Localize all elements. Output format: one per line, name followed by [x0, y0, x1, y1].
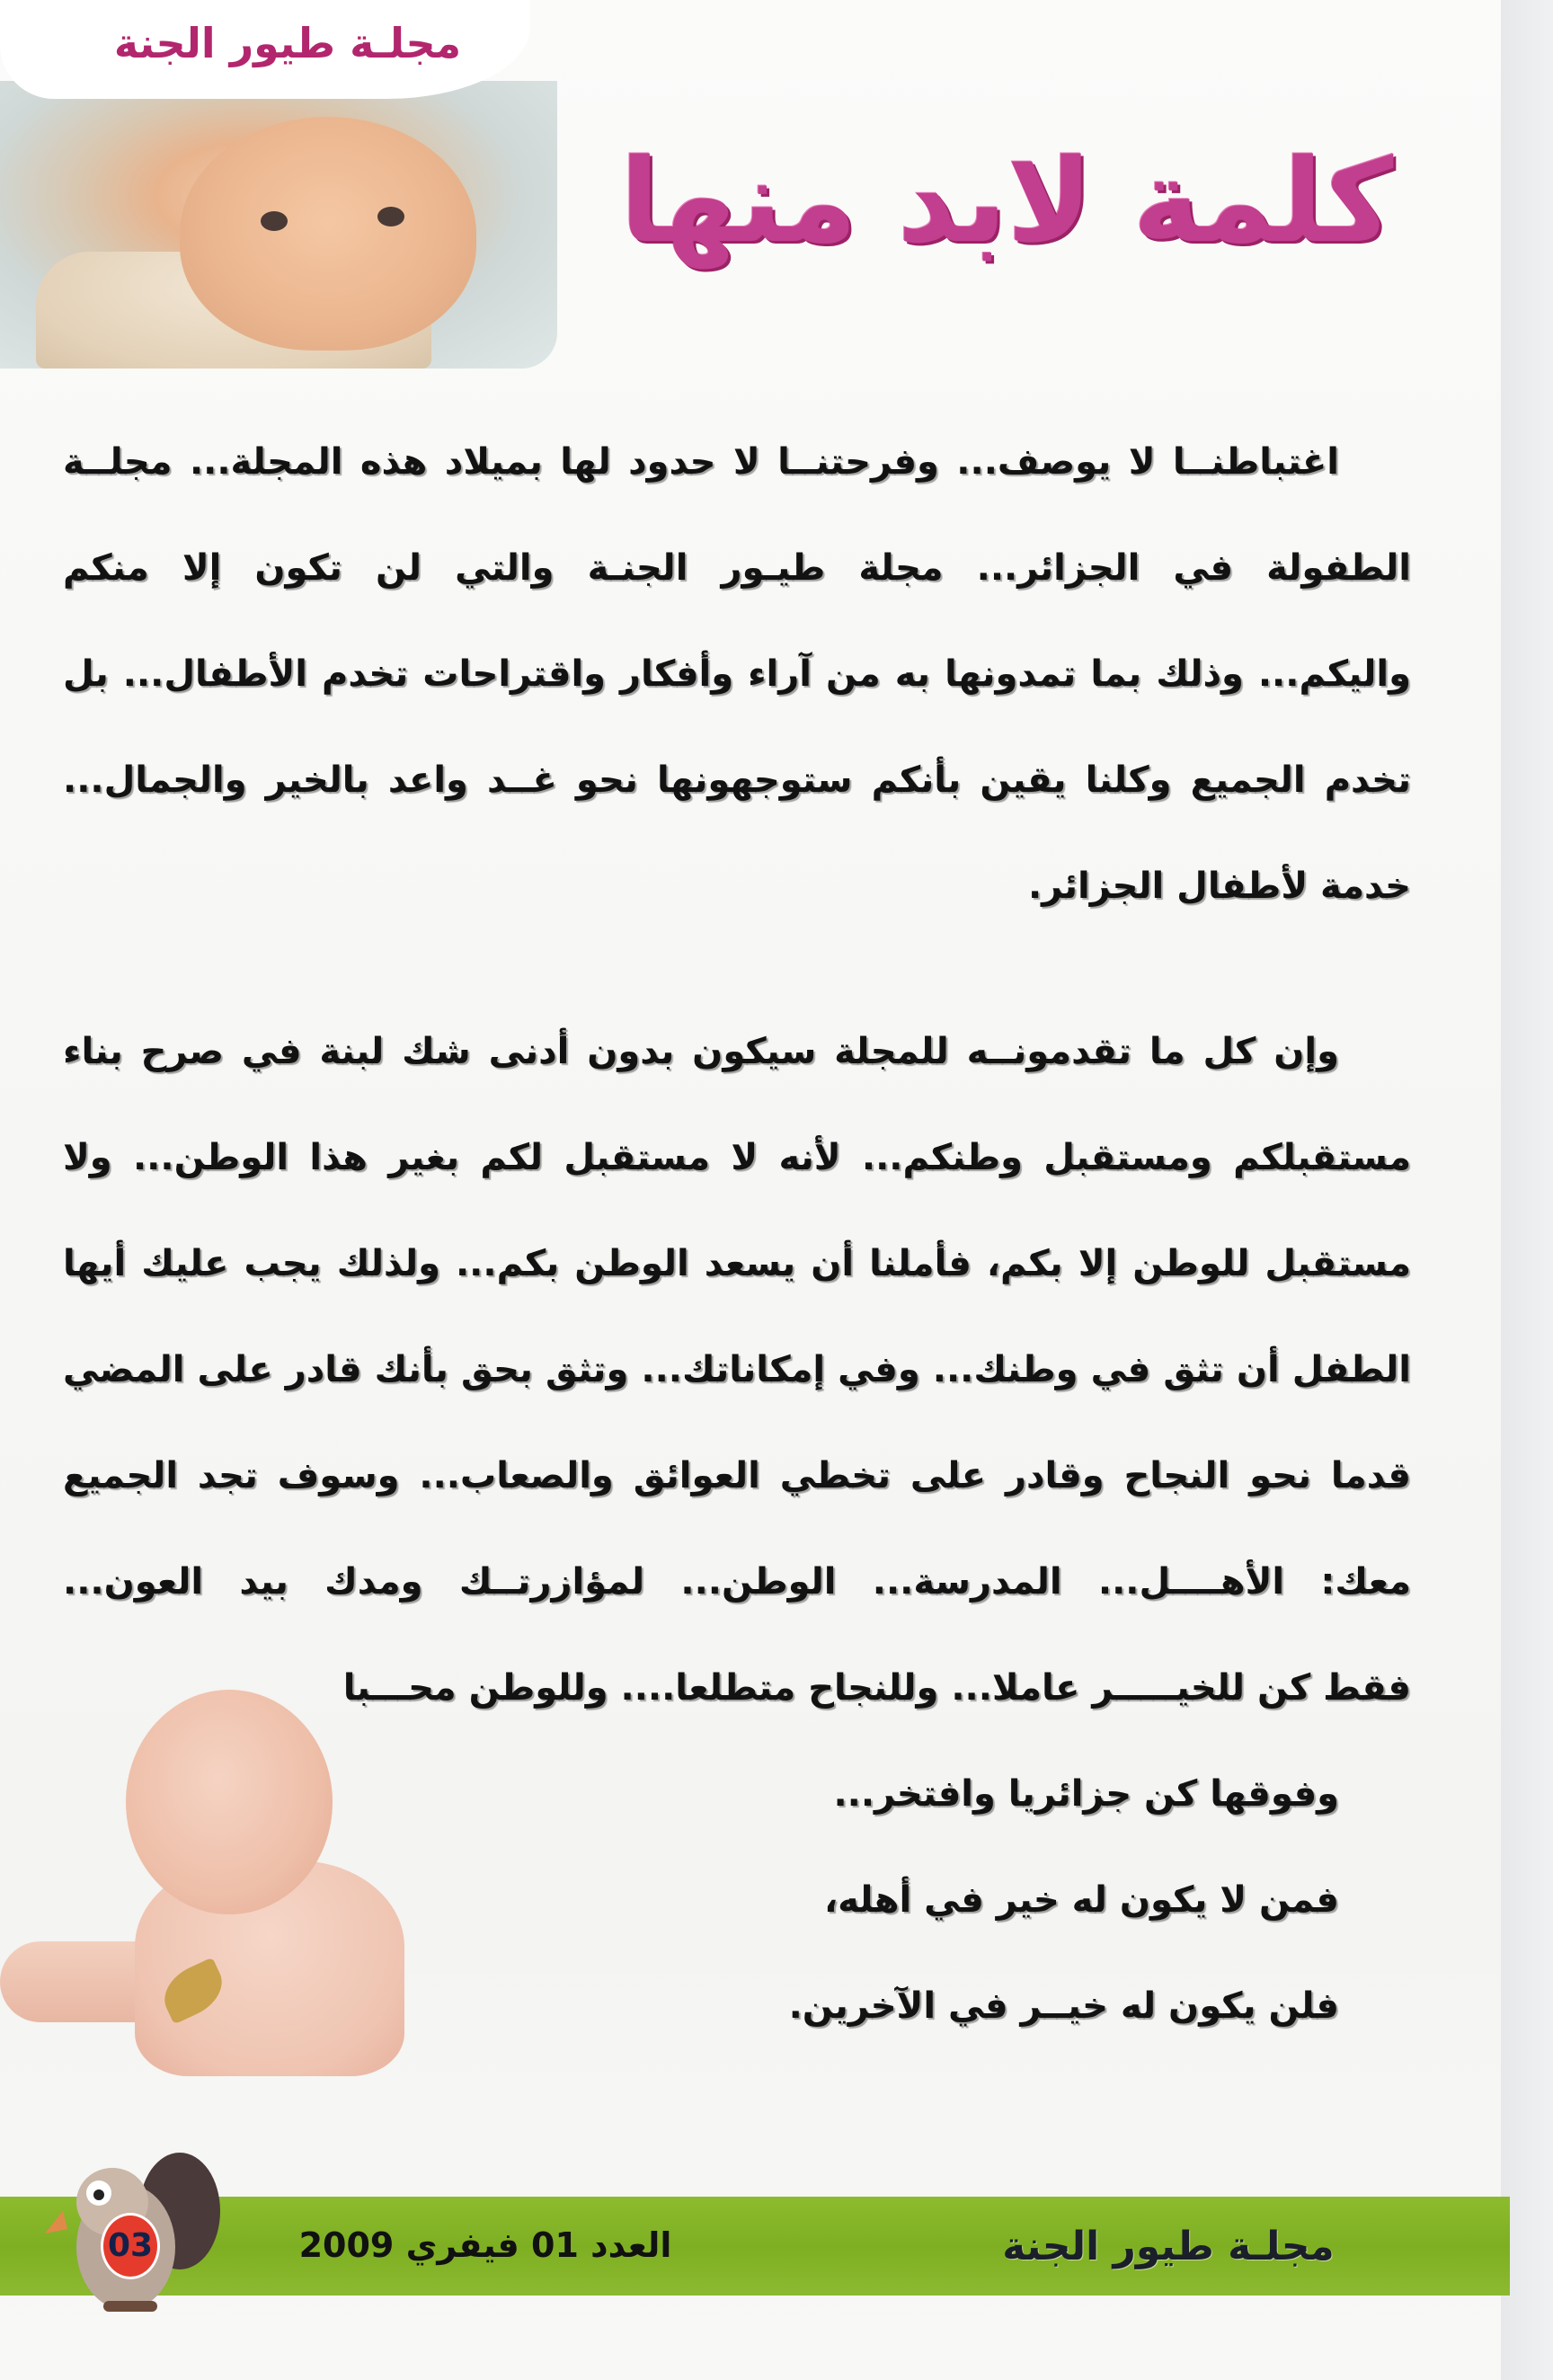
- crawling-baby-photo: [0, 1672, 503, 2103]
- article-line: مستقبلكم ومستقبل وطنكم... لأنه لا مستقبل لكم بغير هذا الوطن... ولا: [63, 1137, 1411, 1178]
- article-line: وإن كل ما تقدمونــه للمجلة سيكون بدون أدنى شك لبنة في صرح بناء: [63, 1031, 1339, 1072]
- article-line: الطفل أن تثق في وطنك... وفي إمكاناتك... وتثق بحق بأنك قادر على المضي: [63, 1349, 1411, 1390]
- baby-head-shape: [126, 1690, 333, 1914]
- article-line: تخدم الجميع وكلنا يقين بأنكم ستوجهونها نحو غــد واعد بالخير والجمال...: [63, 759, 1411, 801]
- article-line: الطفولة في الجزائر... مجلة طيـور الجنـة والتي لن تكون إلا منكم: [63, 547, 1411, 589]
- eye-shape: [261, 211, 288, 231]
- article-line: معك: الأهــــل... المدرسة... الوطن... لمؤازرتــك ومدك بيد العون...: [63, 1561, 1411, 1603]
- article-line: اغتباطنــا لا يوصف... وفرحتنــا لا حدود لها بميلاد هذه المجلة... مجلــة: [63, 441, 1339, 483]
- article-line: مستقبل للوطن إلا بكم، فأملنا أن يسعد الوطن بكم... ولذلك يجب عليك أيها: [63, 1243, 1411, 1284]
- page-title: كلمة لابد منها: [619, 135, 1394, 269]
- article-line: فقط كن للخيـــــر عاملا... وللنجاح متطلعا.... وللوطن محـــبا: [342, 1667, 1411, 1709]
- article-line: خدمة لأطفال الجزائر.: [1027, 866, 1411, 907]
- header-baby-photo: [0, 81, 557, 369]
- article-line: قدما نحو النجاح وقادر على تخطي العوائق والصعاب... وسوف تجد الجميع: [63, 1455, 1411, 1496]
- eye-shape: [377, 207, 404, 226]
- magazine-brand-footer: مجلـة طيور الجنة: [1002, 2224, 1335, 2269]
- closing-line: فمن لا يكون له خير في أهله،: [823, 1879, 1339, 1921]
- article-line: واليكم... وذلك بما تمدونها به من آراء وأفكار واقتراحات تخدم الأطفال... بل: [63, 653, 1411, 695]
- issue-date: العدد 01 فيفري 2009: [298, 2225, 672, 2265]
- closing-line: وفوقها كن جزائريا وافتخر...: [833, 1773, 1339, 1815]
- page-edge: [1501, 0, 1553, 2380]
- baby-face-shape: [180, 117, 476, 351]
- magazine-brand-header: مجلـة طيور الجنة: [113, 19, 462, 67]
- closing-line: فلن يكون له خيــر في الآخرين.: [788, 1985, 1339, 2027]
- page-number-badge: 03: [101, 2213, 160, 2279]
